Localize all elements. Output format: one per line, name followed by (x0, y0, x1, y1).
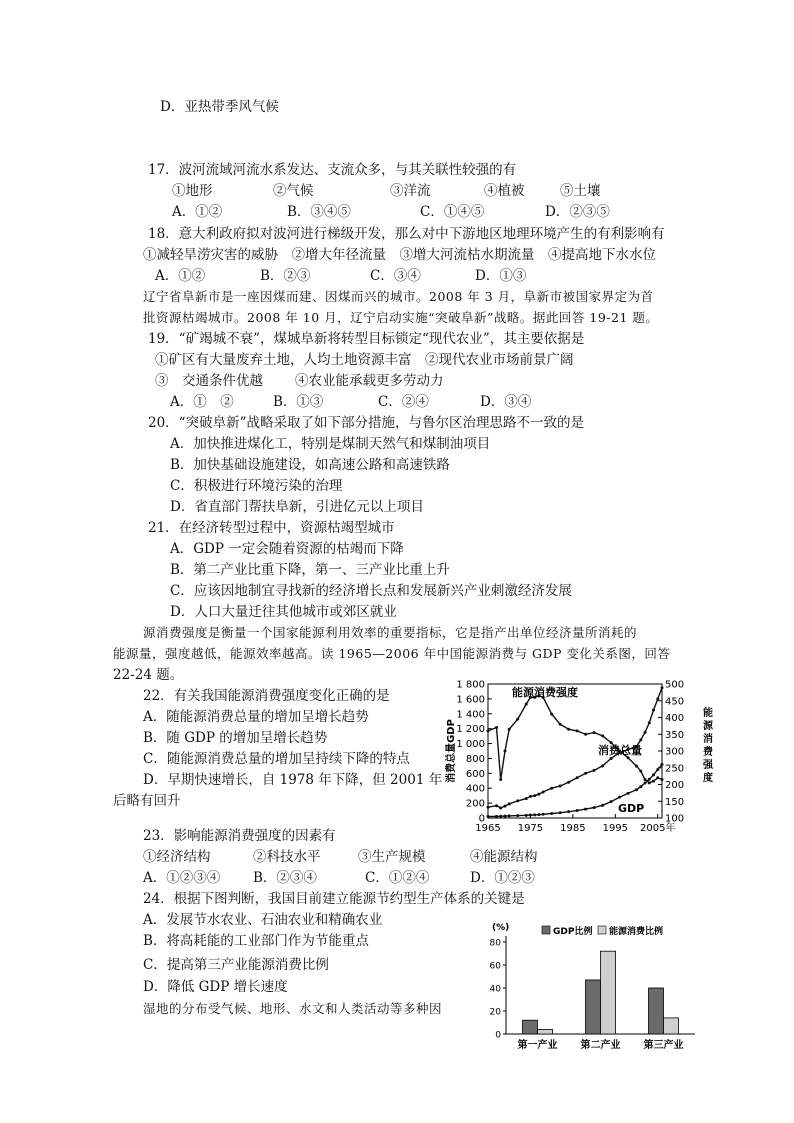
series-energy-intensity-point (559, 723, 562, 726)
intro-22-line-3: 22-24 题。 (113, 667, 184, 683)
intro-22-line-1: 源消费强度是衡量一个国家能源利用效率的重要指标，它是指产出单位经济量所消耗的 (143, 625, 638, 640)
q23-item-1: ①经济结构 (143, 849, 211, 865)
series-energy-intensity-point (639, 770, 642, 773)
label-consumption-total: 消费总量 (598, 744, 642, 757)
q23-option-a: A．①②③④ (143, 870, 221, 886)
q23-option-d: D．①②③ (470, 870, 535, 886)
legend-swatch-gdp (542, 926, 550, 934)
q23-option-c: C．①②④ (365, 870, 430, 886)
series-gdp-point (495, 815, 498, 818)
q20-option-d: D．省直部门帮扶阜新，引进亿元以上项目 (170, 499, 424, 515)
series-gdp-point (576, 809, 579, 812)
x-tick-label: 1995 (602, 823, 629, 834)
intro-19-line-2: 批资源枯竭城市。2008 年 10 月，辽宁启动实施“突破阜新”战略。据此回答 19-21 题。 (143, 310, 659, 325)
q19-option-a: A．① ② (170, 394, 234, 410)
q19-option-c: C．②④ (378, 394, 429, 410)
y-tick-label: 600 (465, 768, 485, 780)
q22-option-c: C．随能源消费总量的增加呈持续下降的特点 (143, 751, 410, 767)
y-tick-label: 800 (465, 753, 485, 765)
series-energy-intensity-point (652, 780, 655, 783)
series-consumption-total-point (503, 805, 506, 808)
q17-item-1: ①地形 (172, 183, 213, 199)
series-consumption-total-point (495, 804, 498, 807)
bar-energy-share (601, 951, 616, 1034)
y2-tick-label: 250 (665, 763, 685, 775)
series-consumption-total-point (652, 709, 655, 712)
y2-axis-label-char: 度 (703, 773, 713, 784)
series-energy-intensity-point (656, 776, 659, 779)
y2-tick-label: 450 (665, 696, 685, 708)
q19-stem: 19．“矿竭城不衰”，煤城阜新将转型目标锁定“现代农业”，其主要依据是 (148, 331, 585, 347)
series-consumption-total-point (567, 781, 570, 784)
series-consumption-total-point (584, 772, 587, 775)
y2-axis-label-char: 能 (703, 708, 713, 719)
q17-option-a: A．①② (172, 204, 223, 220)
series-gdp-point (537, 813, 540, 816)
series-gdp-point (508, 814, 511, 817)
legend-label-gdp: GDP比例 (553, 927, 593, 937)
x-tick-label: 2005年 (640, 823, 676, 834)
y-tick-label: 1 800 (456, 679, 485, 691)
q17-option-d: D．②③⑤ (545, 204, 610, 220)
series-energy-intensity-point (635, 765, 638, 768)
y-tick-label: 0 (495, 1030, 501, 1041)
q18-option-a: A．①② (155, 268, 206, 284)
x-tick-label: 1985 (560, 823, 586, 834)
q22-stem: 22．有关我国能源消费强度变化正确的是 (143, 688, 390, 704)
y-tick-label: 20 (489, 1007, 501, 1018)
q17-item-5: ⑤土壤 (560, 183, 601, 199)
series-consumption-total-point (656, 697, 659, 700)
y-tick-label: 1 400 (456, 709, 485, 721)
q18-items: ①减轻旱涝灾害的威胁 ②增大年径流量 ③增大河流枯水期流量 ④提高地下水水位 (143, 247, 656, 263)
series-energy-intensity-point (576, 729, 579, 732)
bar-gdp-share (586, 980, 601, 1034)
q21-option-d: D．人口大量迁往其他城市或郊区就业 (170, 604, 397, 620)
intro-22-line-2: 能源量，强度越低，能源效率越高。读 1965—2006 年中国能源消费与 GDP 变化关系图，回答 (113, 646, 671, 661)
series-gdp-point (644, 782, 647, 785)
q17-item-2: ②气候 (273, 183, 314, 199)
series-consumption-total-point (499, 806, 502, 809)
y2-axis-label-char: 强 (703, 760, 713, 771)
y-axis-label: 消费总量GDP (446, 719, 457, 783)
y2-tick-label: 200 (665, 780, 685, 791)
series-gdp-point (503, 815, 506, 818)
series-energy-intensity-line (488, 696, 662, 783)
energy-gdp-line-chart (440, 676, 720, 842)
q20-stem: 20．“突破阜新”战略采取了如下部分措施，与鲁尔区治理思路不一致的是 (148, 415, 584, 431)
y2-axis-label-char: 源 (703, 721, 713, 732)
series-energy-intensity-point (648, 781, 651, 784)
q19-item-4: ④农业能承载更多劳动力 (295, 373, 444, 389)
bar-gdp-share (649, 988, 664, 1034)
series-energy-intensity-point (644, 778, 647, 781)
x-tick-label: 1975 (517, 823, 544, 834)
y-tick-label: 1 200 (456, 724, 485, 736)
category-label: 第一产业 (517, 1040, 558, 1051)
series-consumption-total-point (487, 806, 490, 809)
q22-option-d-continued: 后略有回升 (113, 793, 181, 809)
series-gdp-point (516, 814, 519, 817)
series-consumption-total-point (644, 731, 647, 734)
q23-item-2: ②科技水平 (253, 849, 321, 865)
y-tick-label: 1 600 (456, 694, 485, 706)
series-consumption-total-point (601, 764, 604, 767)
bar-energy-share (538, 1029, 553, 1034)
q19-option-d: D．③④ (480, 394, 532, 410)
series-gdp-point (648, 778, 651, 781)
series-gdp-point (499, 815, 502, 818)
y-tick-label: 0 (478, 813, 485, 825)
q23-stem: 23．影响能源消费强度的因素有 (143, 828, 336, 844)
y2-tick-label: 350 (665, 729, 685, 741)
q17-item-3: ③洋流 (390, 183, 431, 199)
q24-option-d: D．降低 GDP 增长速度 (143, 979, 288, 995)
series-energy-intensity-point (567, 728, 570, 731)
q20-option-c: C．积极进行环境污染的治理 (170, 478, 343, 494)
series-gdp-point (610, 800, 613, 803)
series-energy-intensity-point (487, 729, 490, 732)
series-gdp-point (656, 768, 659, 771)
series-gdp-point (635, 788, 638, 791)
series-consumption-total-point (593, 769, 596, 772)
series-gdp-point (639, 785, 642, 788)
series-consumption-total-point (610, 757, 613, 760)
q19-option-b: B．①③ (273, 394, 324, 410)
wetland-intro: 湿地的分布受气候、地形、水文和人类活动等多种因 (143, 1001, 443, 1016)
q17-stem: 17．波河流域河流水系发达、支流众多，与其关联性较强的有 (148, 162, 517, 178)
q23-option-b: B．②③④ (253, 870, 317, 886)
category-label: 第三产业 (643, 1040, 684, 1051)
y2-tick-label: 400 (665, 713, 685, 724)
q19-item-1: ①矿区有大量废弃土地，人均土地资源丰富 ②现代农业市场前景广阔 (155, 352, 574, 368)
y2-tick-label: 150 (665, 796, 685, 808)
series-energy-intensity-point (495, 726, 498, 729)
y2-axis-label-char: 费 (703, 747, 713, 758)
q21-option-a: A．GDP 一定会随着资源的枯竭而下降 (170, 541, 404, 557)
q21-option-c: C．应该因地制宜寻找新的经济增长点和发展新兴产业刺激经济发展 (170, 583, 572, 599)
bar-energy-share (664, 1018, 679, 1034)
series-energy-intensity-point (516, 718, 519, 721)
series-consumption-total-point (525, 797, 528, 800)
q17-option-c: C．①④⑤ (420, 204, 485, 220)
series-energy-intensity-point (584, 733, 587, 736)
q21-option-b: B．第二产业比重下降，第一、三产业比重上升 (170, 562, 450, 578)
series-energy-intensity-point (661, 778, 664, 781)
y2-tick-label: 100 (665, 813, 685, 825)
q22-option-d: D．早期快速增长，自 1978 年下降，但 2001 年 (143, 772, 443, 788)
series-gdp-point (652, 773, 655, 776)
q17-item-4: ④植被 (484, 183, 525, 199)
y2-tick-label: 300 (665, 746, 685, 758)
series-energy-intensity-point (503, 750, 506, 753)
industry-share-bar-chart (470, 918, 700, 1056)
y-tick-label: 60 (489, 961, 501, 972)
y-tick-label: 40 (489, 984, 501, 995)
q23-item-3: ③生产规模 (358, 849, 426, 865)
series-gdp-point (627, 792, 630, 795)
series-gdp-point (550, 812, 553, 815)
series-consumption-total-point (537, 793, 540, 796)
series-consumption-total-point (529, 795, 532, 798)
series-gdp-point (529, 814, 532, 817)
series-consumption-total-point (661, 686, 664, 689)
series-gdp-point (584, 808, 587, 811)
series-consumption-total-point (516, 799, 519, 802)
bar-gdp-share (523, 1020, 538, 1034)
series-gdp-point (533, 813, 536, 816)
intro-19-line-1: 辽宁省阜新市是一座因煤而建、因煤而兴的城市。2008 年 3 月，阜新市被国家界定为首 (143, 289, 654, 304)
legend-swatch-energy (598, 926, 606, 934)
legend-label-energy: 能源消费比例 (609, 927, 664, 937)
q24-option-a: A．发展节水农业、石油农业和精确农业 (143, 912, 383, 928)
y2-axis-label-char: 消 (703, 734, 713, 745)
q20-option-b: B．加快基础设施建设，如高速公路和高速铁路 (170, 457, 450, 473)
q18-option-c: C．③④ (370, 268, 421, 284)
y-tick-label: 80 (489, 938, 501, 949)
q17-option-b: B．③④⑤ (287, 204, 351, 220)
q19-item-3: ③ 交通条件优越 (155, 373, 263, 389)
series-consumption-total-point (639, 738, 642, 741)
series-energy-intensity-point (550, 713, 553, 716)
x-tick-label: 1965 (475, 823, 501, 834)
q16-option-d: D．亚热带季风气候 (160, 99, 279, 115)
series-consumption-total-point (576, 776, 579, 779)
q24-stem: 24．根据下图判断，我国目前建立能源节约型生产体系的关键是 (143, 891, 525, 907)
series-gdp-point (525, 814, 528, 817)
category-label: 第二产业 (580, 1040, 621, 1051)
series-gdp-point (618, 796, 621, 799)
series-consumption-total-point (542, 790, 545, 793)
q24-option-c: C．提高第三产业能源消费比例 (143, 957, 329, 973)
y-axis-unit: (%) (492, 923, 510, 933)
series-consumption-total-point (508, 802, 511, 805)
q18-option-d: D．①③ (475, 268, 527, 284)
y-tick-label: 200 (465, 798, 485, 810)
q24-option-b: B．将高耗能的工业部门作为节能重点 (143, 933, 369, 949)
series-energy-intensity-point (508, 728, 511, 731)
y-tick-label: 1 000 (456, 739, 485, 751)
series-energy-intensity-point (601, 734, 604, 737)
y2-axis-label (702, 706, 714, 784)
series-gdp-point (661, 763, 664, 766)
series-gdp-point (593, 806, 596, 809)
q21-stem: 21．在经济转型过程中，资源枯竭型城市 (148, 520, 395, 536)
series-energy-intensity-point (499, 778, 502, 781)
series-consumption-total-point (533, 794, 536, 797)
series-energy-intensity-point (525, 703, 528, 706)
series-energy-intensity-point (593, 731, 596, 734)
series-gdp-point (559, 811, 562, 814)
series-gdp-point (601, 804, 604, 807)
q23-item-4: ④能源结构 (470, 849, 538, 865)
series-consumption-total-point (648, 721, 651, 724)
series-gdp-point (567, 810, 570, 813)
q20-option-a: A．加快推进煤化工，特别是煤制天然气和煤制油项目 (170, 436, 491, 452)
series-gdp-point (542, 813, 545, 816)
label-gdp: GDP (618, 802, 645, 815)
y-tick-label: 400 (465, 783, 485, 795)
q22-option-a: A．随能源消费总量的增加呈增长趋势 (143, 709, 369, 725)
series-gdp-point (487, 815, 490, 818)
q18-option-b: B．②③ (260, 268, 311, 284)
label-energy-intensity: 能源消费强度 (512, 686, 578, 699)
q22-option-b: B．随 GDP 的增加呈增长趋势 (143, 730, 328, 746)
series-consumption-total-point (550, 787, 553, 790)
q18-stem: 18．意大利政府拟对波河进行梯级开发，那么对中下游地区地理环境产生的有利影响有 (148, 226, 665, 242)
y2-tick-label: 500 (665, 679, 685, 691)
series-consumption-total-point (559, 784, 562, 787)
